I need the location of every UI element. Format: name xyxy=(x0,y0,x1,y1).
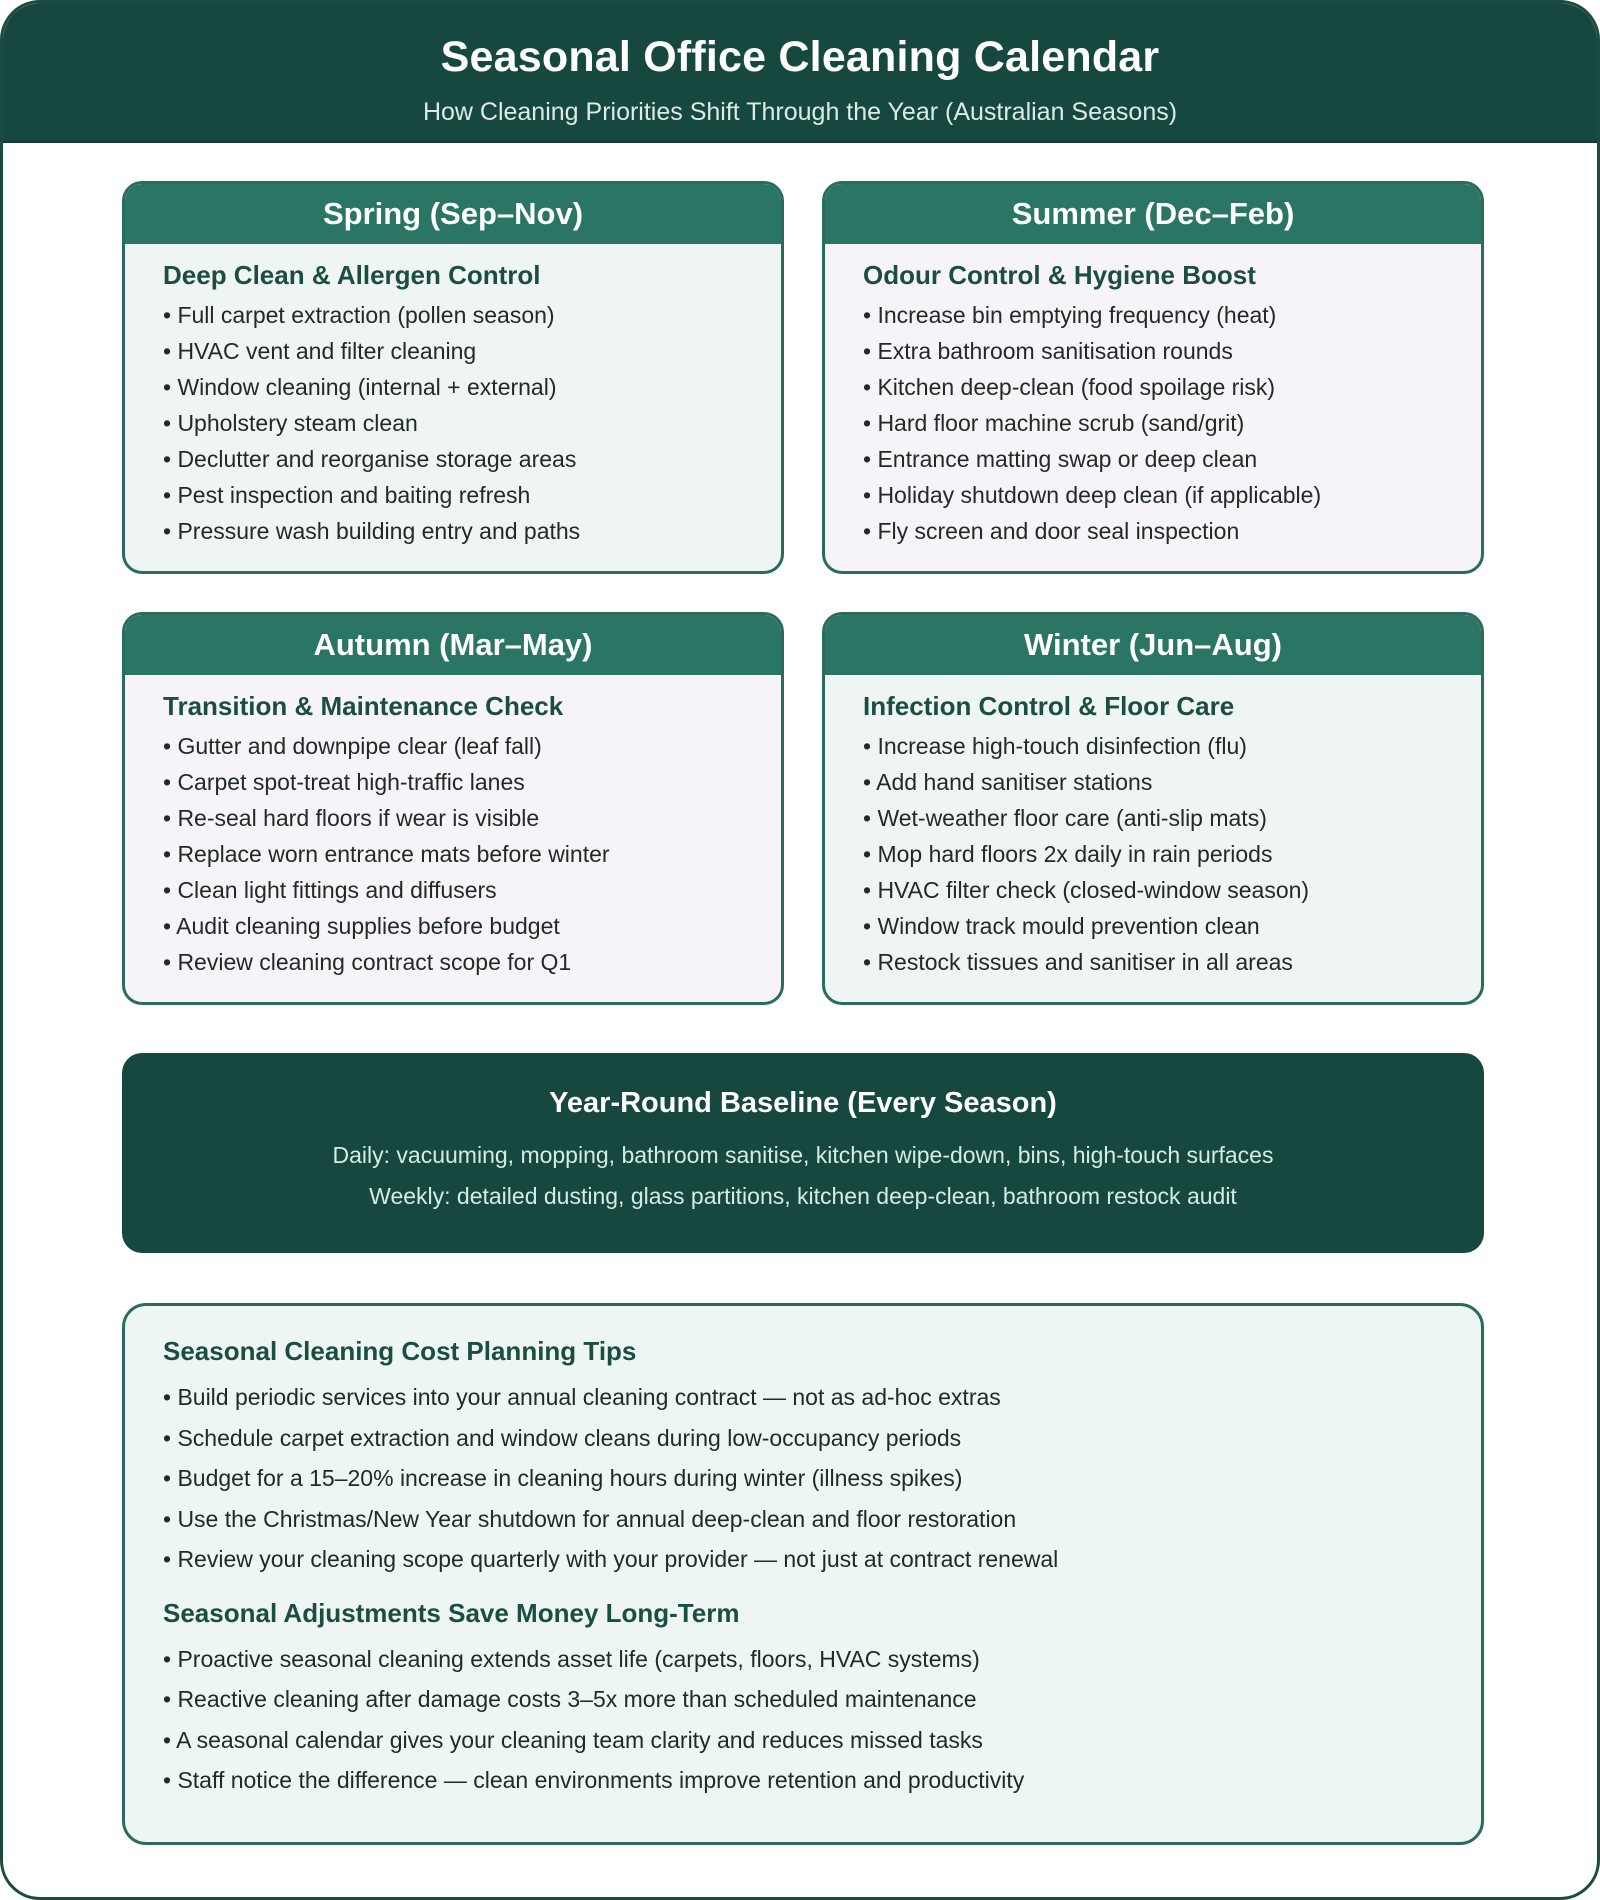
list-item: • Holiday shutdown deep clean (if applicable) xyxy=(863,482,1322,508)
cost-tips-list xyxy=(163,1377,1443,1580)
savings-list xyxy=(163,1639,1443,1801)
season-title: Spring (Sep–Nov) xyxy=(125,184,781,244)
list-item: • Declutter and reorganise storage areas xyxy=(163,446,577,472)
season-focus: Infection Control & Floor Care xyxy=(863,691,1235,721)
cost-tips-title: Seasonal Cleaning Cost Planning Tips xyxy=(163,1336,637,1366)
list-item: • Increase bin emptying frequency (heat) xyxy=(863,302,1277,328)
season-task-list xyxy=(163,728,743,980)
list-item: • Build periodic services into your annual cleaning contract — not as ad-hoc extras xyxy=(163,1384,1001,1410)
season-focus: Odour Control & Hygiene Boost xyxy=(863,260,1256,290)
list-item: • Kitchen deep-clean (food spoilage risk) xyxy=(863,374,1276,400)
list-item: • Window cleaning (internal + external) xyxy=(163,374,557,400)
list-item: • Window track mould prevention clean xyxy=(863,913,1260,939)
list-item: • Replace worn entrance mats before winter xyxy=(163,841,610,867)
season-title: Autumn (Mar–May) xyxy=(125,615,781,675)
page-subtitle: How Cleaning Priorities Shift Through the Year (Australian Seasons) xyxy=(422,98,1178,126)
season-focus: Transition & Maintenance Check xyxy=(163,691,564,721)
season-focus: Deep Clean & Allergen Control xyxy=(163,260,541,290)
page-header xyxy=(3,3,1597,143)
list-item: • Extra bathroom sanitisation rounds xyxy=(863,338,1233,364)
list-item: • Review your cleaning scope quarterly with your provider — not just at contract renewal xyxy=(163,1546,1059,1572)
savings-title: Seasonal Adjustments Save Money Long-Term xyxy=(163,1597,740,1628)
list-item: • Reactive cleaning after damage costs 3–5x more than scheduled maintenance xyxy=(163,1686,977,1712)
baseline-weekly: Weekly: detailed dusting, glass partitions, kitchen deep-clean, bathroom restock audit xyxy=(369,1183,1237,1209)
season-task-list xyxy=(863,728,1443,980)
baseline-daily: Daily: vacuuming, mopping, bathroom sanitise, kitchen wipe-down, bins, high-touch surfaces xyxy=(332,1142,1274,1168)
list-item: • Re-seal hard floors if wear is visible xyxy=(163,805,540,831)
list-item: • Proactive seasonal cleaning extends asset life (carpets, floors, HVAC systems) xyxy=(163,1645,980,1672)
list-item: • Fly screen and door seal inspection xyxy=(863,518,1240,544)
list-item: • A seasonal calendar gives your cleaning team clarity and reduces missed tasks xyxy=(163,1726,983,1753)
list-item: • Increase high-touch disinfection (flu) xyxy=(863,733,1247,759)
year-round-baseline xyxy=(122,1053,1484,1253)
list-item: • Carpet spot-treat high-traffic lanes xyxy=(163,769,525,795)
list-item: • Upholstery steam clean xyxy=(163,410,418,436)
season-title: Winter (Jun–Aug) xyxy=(825,615,1481,675)
list-item: • Gutter and downpipe clear (leaf fall) xyxy=(163,733,542,759)
list-item: • Budget for a 15–20% increase in cleaning hours during winter (illness spikes) xyxy=(163,1465,963,1491)
list-item: • Entrance matting swap or deep clean xyxy=(863,446,1258,472)
season-title: Summer (Dec–Feb) xyxy=(825,184,1481,244)
list-item: • Schedule carpet extraction and window cleans during low-occupancy periods xyxy=(163,1424,962,1451)
list-item: • Mop hard floors 2x daily in rain periods xyxy=(863,841,1273,867)
list-item: • Review cleaning contract scope for Q1 xyxy=(163,949,572,975)
list-item: • Pest inspection and baiting refresh xyxy=(163,482,531,508)
list-item: • Clean light fittings and diffusers xyxy=(163,877,497,903)
baseline-title: Year-Round Baseline (Every Season) xyxy=(549,1087,1057,1119)
list-item: • Hard floor machine scrub (sand/grit) xyxy=(863,410,1245,436)
list-item: • Pressure wash building entry and paths xyxy=(163,518,581,544)
list-item: • Use the Christmas/New Year shutdown for annual deep-clean and floor restoration xyxy=(163,1505,1017,1532)
season-task-list xyxy=(163,297,743,549)
list-item: • HVAC vent and filter cleaning xyxy=(163,338,477,364)
list-item: • Wet-weather floor care (anti-slip mats) xyxy=(863,805,1267,831)
page-title: Seasonal Office Cleaning Calendar xyxy=(440,33,1160,81)
list-item: • Staff notice the difference — clean environments improve retention and productivity xyxy=(163,1767,1025,1793)
cost-planning-panel xyxy=(122,1303,1484,1845)
season-card-summer xyxy=(822,181,1484,574)
list-item: • Full carpet extraction (pollen season) xyxy=(163,302,555,328)
seasons-grid xyxy=(122,181,1484,1005)
list-item: • Add hand sanitiser stations xyxy=(863,769,1153,795)
season-card-winter xyxy=(822,612,1484,1005)
season-task-list xyxy=(863,297,1443,549)
list-item: • Restock tissues and sanitiser in all areas xyxy=(863,949,1293,975)
season-card-autumn xyxy=(122,612,784,1005)
list-item: • Audit cleaning supplies before budget xyxy=(163,913,560,939)
season-card-spring xyxy=(122,181,784,574)
list-item: • HVAC filter check (closed-window season) xyxy=(863,877,1310,903)
